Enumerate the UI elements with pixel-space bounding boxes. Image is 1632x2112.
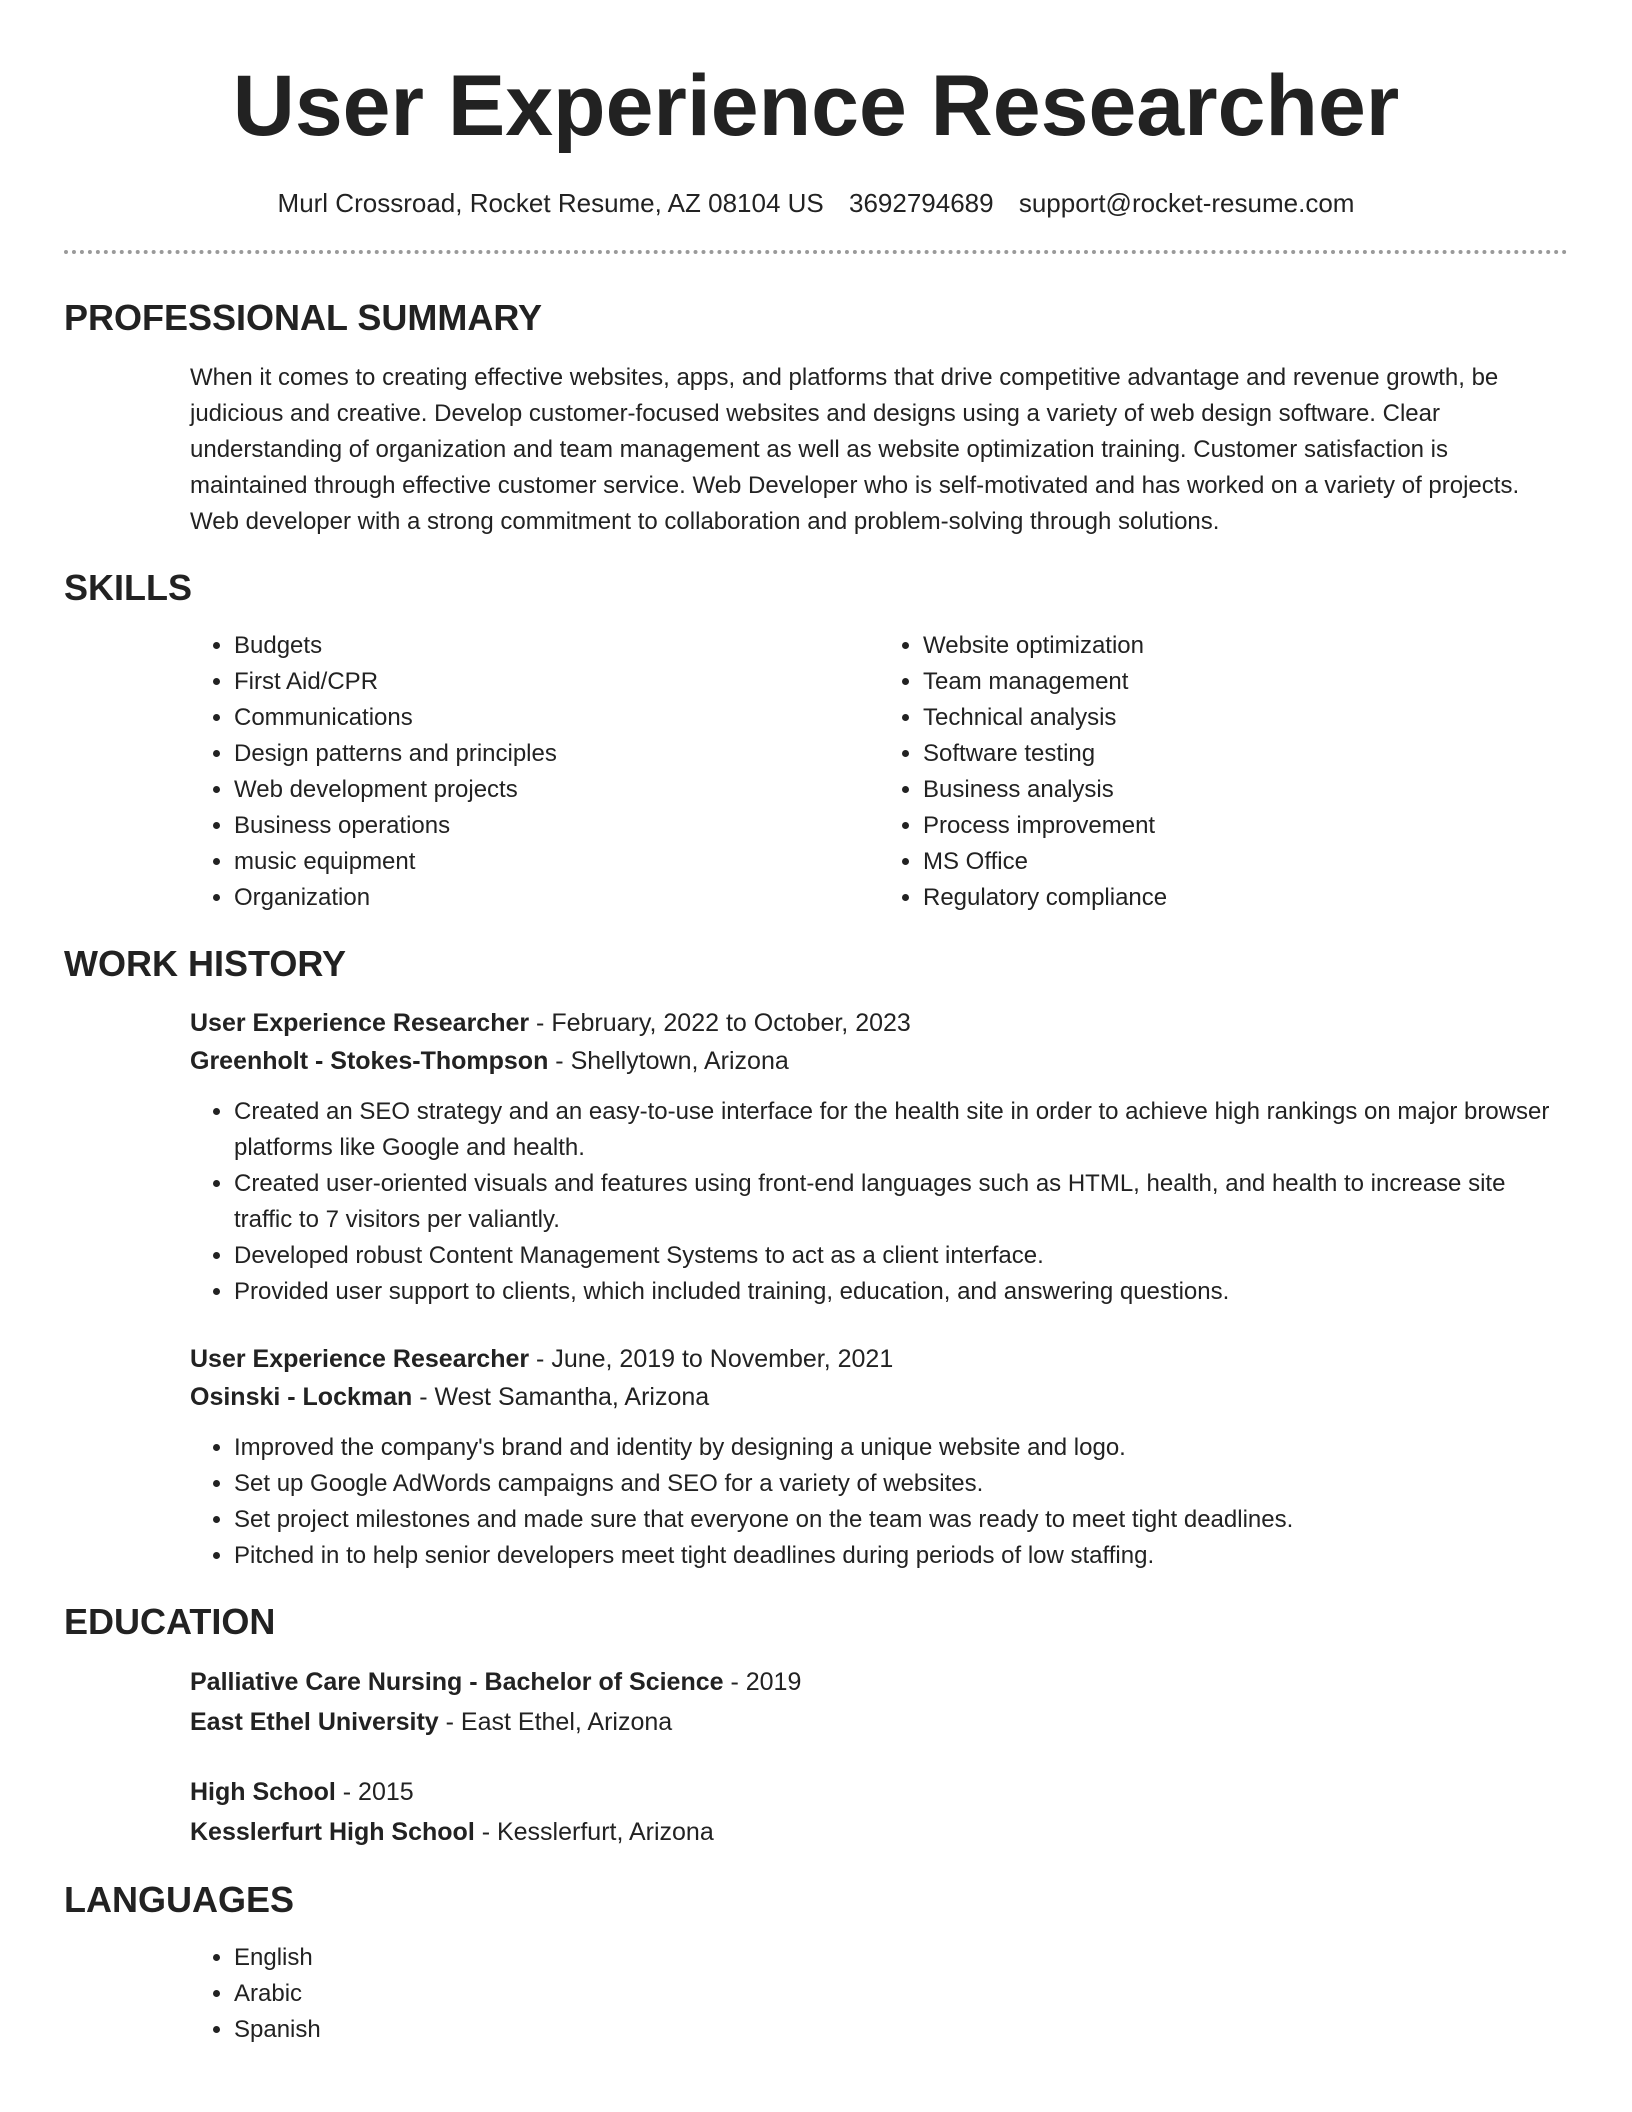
job-title-line xyxy=(190,1004,1568,1042)
education-school-line xyxy=(190,1702,1568,1742)
languages-list xyxy=(190,1940,1568,2048)
education-degree: Palliative Care Nursing - Bachelor of Science xyxy=(190,1668,724,1696)
work-heading: WORK HISTORY xyxy=(64,943,347,984)
skill-item: • Web development projects xyxy=(234,772,879,808)
summary-body xyxy=(64,360,1568,540)
skill-item: • Software testing xyxy=(923,736,1568,772)
education-degree-line xyxy=(190,1662,1568,1702)
job-dates: - February, 2022 to October, 2023 xyxy=(529,1009,911,1037)
summary-heading: PROFESSIONAL SUMMARY xyxy=(64,297,543,338)
job-bullet: • Improved the company's brand and identity by designing a unique website and logo. xyxy=(234,1430,1568,1466)
job-role: User Experience Researcher xyxy=(190,1009,530,1037)
job-bullet: • Set project milestones and made sure that everyone on the team was ready to meet tight deadlines. xyxy=(234,1502,1568,1538)
contact-email: support@rocket-resume.com xyxy=(1018,188,1355,218)
job-location: - West Samantha, Arizona xyxy=(412,1383,710,1411)
summary-text: When it comes to creating effective websites, apps, and platforms that drive competitive advantage and revenue growth, be judicious and creative. Develop customer-focused websites and designs using a variety of web design software. Clear understanding of organization and team management as well as website optimization training. Customer satisfaction is maintained through effective customer service. Web Developer who is self-motivated and has worked on a variety of projects. Web developer with a strong commitment to collaboration and problem-solving through solutions. xyxy=(190,364,1520,535)
skill-item: • Communications xyxy=(234,700,879,736)
education-degree: High School xyxy=(190,1778,336,1806)
education-section xyxy=(64,1600,1568,1852)
header-divider xyxy=(64,250,1568,254)
language-item: • English xyxy=(234,1940,1568,1976)
contact-phone: 3692794689 xyxy=(848,188,994,218)
summary-section xyxy=(64,296,1568,540)
resume-title: User Experience Researcher xyxy=(232,58,1400,154)
job-bullet: • Provided user support to clients, which included training, education, and answering questions. xyxy=(234,1274,1568,1310)
job-dates: - June, 2019 to November, 2021 xyxy=(529,1345,894,1373)
education-entry xyxy=(64,1662,1568,1742)
skill-item: • First Aid/CPR xyxy=(234,664,879,700)
job-bullet: • Set up Google AdWords campaigns and SEO for a variety of websites. xyxy=(234,1466,1568,1502)
skill-item: • Regulatory compliance xyxy=(923,880,1568,916)
skills-list-left xyxy=(190,628,879,916)
job-bullets xyxy=(190,1430,1568,1574)
job-bullet: • Pitched in to help senior developers meet tight deadlines during periods of low staffing. xyxy=(234,1538,1568,1574)
education-location: - East Ethel, Arizona xyxy=(438,1708,673,1736)
skill-item: • MS Office xyxy=(923,844,1568,880)
languages-section xyxy=(64,1878,1568,2048)
education-school: East Ethel University xyxy=(190,1708,439,1736)
skill-item: • Technical analysis xyxy=(923,700,1568,736)
education-school: Kesslerfurt High School xyxy=(190,1818,475,1846)
job-bullets xyxy=(190,1094,1568,1310)
contact-address: Murl Crossroad, Rocket Resume, AZ 08104 US xyxy=(277,188,824,218)
job-entry xyxy=(64,1004,1568,1310)
education-school-line xyxy=(190,1812,1568,1852)
languages-heading: LANGUAGES xyxy=(64,1879,295,1920)
skill-item: • Business analysis xyxy=(923,772,1568,808)
skills-grid xyxy=(64,628,1568,916)
skill-item: • Process improvement xyxy=(923,808,1568,844)
languages-body xyxy=(64,1940,1568,2048)
skill-item: • Organization xyxy=(234,880,879,916)
work-section xyxy=(64,942,1568,1574)
education-entry xyxy=(64,1772,1568,1852)
job-company-line xyxy=(190,1378,1568,1416)
education-year: - 2015 xyxy=(335,1778,414,1806)
education-degree-line xyxy=(190,1772,1568,1812)
skill-item: • music equipment xyxy=(234,844,879,880)
skill-item: • Team management xyxy=(923,664,1568,700)
education-heading: EDUCATION xyxy=(64,1601,276,1642)
skill-item: • Budgets xyxy=(234,628,879,664)
education-location: - Kesslerfurt, Arizona xyxy=(474,1818,714,1846)
job-bullet: • Created user-oriented visuals and features using front-end languages such as HTML, health, and health to increase site traffic to 7 visitors per valiantly. xyxy=(234,1166,1568,1238)
contact-info xyxy=(64,186,1568,220)
language-item: • Spanish xyxy=(234,2012,1568,2048)
skills-heading: SKILLS xyxy=(64,567,193,608)
job-bullet: • Created an SEO strategy and an easy-to-use interface for the health site in order to achieve high rankings on major browser platforms like Google and health. xyxy=(234,1094,1568,1166)
job-title-line xyxy=(190,1340,1568,1378)
job-company-line xyxy=(190,1042,1568,1080)
language-item: • Arabic xyxy=(234,1976,1568,2012)
skill-item: • Website optimization xyxy=(923,628,1568,664)
job-company: Osinski - Lockman xyxy=(190,1383,413,1411)
skills-section xyxy=(64,566,1568,916)
education-year: - 2019 xyxy=(723,1668,802,1696)
skill-item: • Business operations xyxy=(234,808,879,844)
job-bullet: • Developed robust Content Management Systems to act as a client interface. xyxy=(234,1238,1568,1274)
job-location: - Shellytown, Arizona xyxy=(548,1047,789,1075)
skill-item: • Design patterns and principles xyxy=(234,736,879,772)
job-entry xyxy=(64,1340,1568,1574)
skills-list-right xyxy=(879,628,1568,916)
job-role: User Experience Researcher xyxy=(190,1345,530,1373)
resume-header xyxy=(64,0,1568,220)
job-company: Greenholt - Stokes-Thompson xyxy=(190,1047,549,1075)
